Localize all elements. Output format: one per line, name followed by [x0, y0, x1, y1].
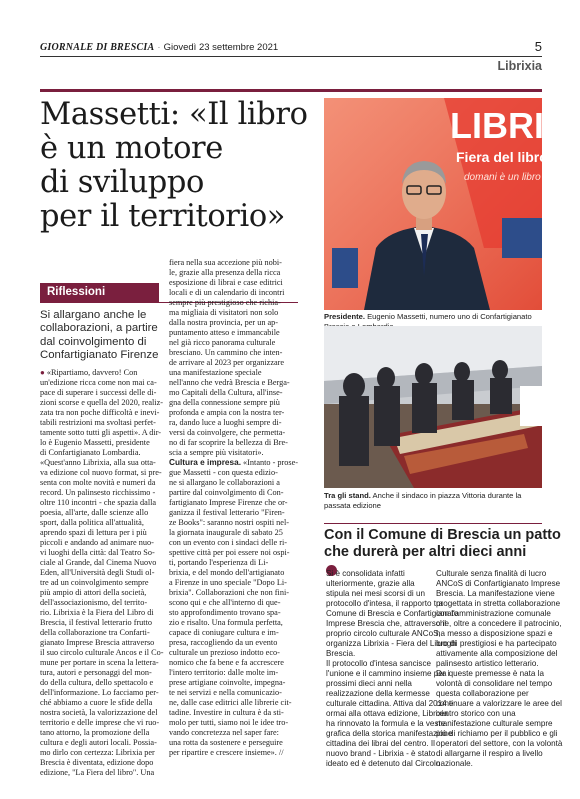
text-line: ti, portando l'esperienza di Li-: [169, 558, 269, 567]
text-line: spettive città per poi essere noi ospi-: [169, 548, 290, 557]
body-column-1: [40, 368, 164, 778]
text-line: partire dal coinvolgimento di Con-: [169, 488, 284, 497]
text-line: piccoli e andando ad animare nuo-: [40, 538, 154, 547]
photo-stands: [324, 326, 542, 488]
text-line: ne, dalle case editrici alle librerie cit-: [169, 698, 292, 707]
text-line: ● «Ripartiamo, davvero! Con: [40, 368, 138, 377]
caption-bold: Tra gli stand.: [324, 491, 371, 500]
caption-stands: [324, 491, 542, 511]
text-line: pace di superare i successi delle di-: [40, 388, 157, 397]
text-line: tadine. Investire in cultura è da sti-: [169, 708, 284, 717]
headline-line: è un motore: [40, 131, 223, 166]
text-line: edizione, "La Fiera del libro". Una: [40, 768, 155, 777]
text-line: gna della connessione sempre più: [169, 398, 280, 407]
text-line: una manifestazione speciale: [169, 368, 262, 377]
text-line: a Firenze in uno speciale "Dopo Li-: [169, 578, 287, 587]
text-line: fiera nella sua accezione più nobi-: [169, 258, 282, 267]
text-line: gue Massetti - con questa edizio-: [169, 468, 278, 477]
newspaper-name: GIORNALE DI BRESCIA: [40, 42, 155, 53]
banner-text: LIBRI: [450, 105, 544, 146]
text-line: con l'amministrazione comunale: [436, 609, 551, 618]
subtitle-line: Confartigianato Firenze: [40, 348, 159, 361]
text-line: ganizza il festival letterario "Firen-: [169, 508, 285, 517]
text-line: di Confartigianato Lombardia.: [40, 448, 141, 457]
text-line: «Quest'anno Librixia, alla sua otta-: [40, 458, 156, 467]
text-line: dalla nostra provincia, per un ap-: [169, 318, 279, 327]
subtitle-line: dal coinvolgimento di: [40, 335, 147, 348]
text-line: cultura e degli autori locali. Possia-: [40, 738, 157, 747]
text-line: stipula nei mesi scorsi di un: [326, 589, 425, 598]
text-line: bresciano. Un cammino che inten-: [169, 348, 283, 357]
caption-text: Anche il sindaco in piazza Vittoria durante la passata edizione: [324, 491, 522, 510]
text-line: mune per portare in scena la lettera-: [40, 658, 159, 667]
text-line: il suo circolo culturale Ancos e il Co-: [40, 648, 164, 657]
text-line: esposizione di librai e case editrici: [169, 278, 283, 287]
box-title: [324, 527, 561, 561]
text-line: ché abbiamo a cuore le sfide della: [40, 698, 153, 707]
issue-date: Giovedì 23 settembre 2021: [163, 42, 279, 53]
text-line: mo Capitali della Cultura, all'inse-: [169, 388, 283, 397]
headline-line: di sviluppo: [40, 165, 205, 200]
text-line: con un evento con i sindaci delle ri-: [169, 538, 287, 547]
caption-bold: Presidente.: [324, 312, 365, 321]
text-line: proprio circolo culturale ANCoS,: [326, 629, 441, 638]
headline-line: per il territorio»: [40, 199, 286, 234]
text-line: cittadina dei librai del centro. Il: [326, 739, 435, 748]
text-line: Culturale senza finalità di lucro: [436, 569, 547, 578]
subtitle-line: Si allargano anche le: [40, 309, 147, 321]
text-line: scono qui e che all'interno di que-: [169, 598, 281, 607]
text-line: zioni scorse e quella del 2020, realiz-: [40, 398, 164, 407]
text-line: l'unione e il cammino insieme per i: [326, 669, 450, 678]
section-name: Librixia: [497, 59, 542, 73]
text-line: profonda e ampia con la nostra ter-: [169, 408, 285, 417]
text-line: ne si allargano le collaborazioni a: [169, 478, 280, 487]
text-line: progettata in stretta collaborazione: [436, 599, 561, 608]
text-line: la giornata inaugurale di sabato 25: [169, 528, 283, 537]
text-line: ra, dando luce a luoghi sempre di-: [169, 418, 282, 427]
text-line: oltre 110 incontri - che spazia dalla: [40, 498, 157, 507]
text-line: operatori del settore, con la volontà: [436, 739, 563, 748]
text-line: luoghi prestigiosi e ha partecipato: [436, 639, 557, 648]
body-column-2: [169, 258, 299, 758]
text-line: l'intero territorio: dalle molte im-: [169, 668, 279, 677]
text-line: capace di coniugare cultura e im-: [169, 628, 279, 637]
box-title-line: Con il Comune di Brescia un patto: [324, 527, 561, 543]
text-line: organizza Librixia - Fiera del Libro di: [326, 639, 457, 648]
text-line: versi da coinvolgere, che permetta-: [169, 428, 286, 437]
text-line: prese artigiane coinvolte, impegna-: [169, 678, 286, 687]
text-line: Brescia. La manifestazione viene: [436, 589, 555, 598]
text-line: nostra società, la valorizzazione del: [40, 708, 158, 717]
text-line: ANCoS di Confartigianato Imprese: [436, 579, 561, 588]
section-rule: [40, 89, 542, 92]
text-line: te nei servizi e nella comunicazio-: [169, 688, 282, 697]
text-line: le, grazie alla presenza della ricca: [169, 268, 281, 277]
page-number: 5: [534, 39, 542, 54]
box-column-2: [436, 569, 563, 769]
text-line: ciale al Grande, dal Cinema Nuovo: [40, 558, 157, 567]
text-line: Brescia.: [326, 649, 356, 658]
text-line: de arrivare al 2023 per organizzare: [169, 358, 285, 367]
text-line: nell'anno che vedrà Brescia e Berga-: [169, 378, 290, 387]
text-line: attivamente alla composizione del: [436, 649, 558, 658]
text-line: rio. Librixia è la Fiera del Libro di: [40, 608, 154, 617]
text-line: protocollo d'intesa, il rapporto tra: [326, 599, 444, 608]
text-line: no di far scoprire la bellezza di Bre-: [169, 438, 288, 447]
text-line: della collaborazione tra Confarti-: [40, 628, 150, 637]
text-line: questa collaborazione per: [436, 689, 529, 698]
text-line: culturale un prezioso indotto eco-: [169, 648, 280, 657]
text-line: più ampio di attori della società,: [40, 588, 147, 597]
headline-line: Massetti: «Il libro: [40, 97, 308, 132]
text-line: puntamento atteso e immancabile: [169, 328, 280, 337]
text-line: ha rinnovato la formula e la veste: [326, 719, 446, 728]
text-line: molo per tutti, siamo noi le idee tro-: [169, 718, 289, 727]
text-line: ma migliaia di visitatori non solo: [169, 308, 279, 317]
text-line: va edizione col nuovo format, si pre-: [40, 468, 162, 477]
text-line: dell'informazione. Lo facciamo per-: [40, 688, 159, 697]
rubric-badge: Riflessioni: [40, 283, 159, 302]
text-line: ideato ed è detenuto dal Circolo: [326, 759, 441, 768]
text-line: aprendo spazi di lettura per i più: [40, 528, 147, 537]
box-title-line: che durerà per altri dieci anni: [324, 544, 527, 560]
text-line: do della cultura, dello spettacolo e: [40, 678, 154, 687]
text-line: che, oltre a concedere il patrocinio,: [436, 619, 562, 628]
text-line: Eden, all'Università degli Studi ol-: [40, 568, 155, 577]
text-line: sto approfondimento trovano spa-: [169, 608, 281, 617]
text-line: brixia, e del mondo dell'artigianato: [169, 568, 285, 577]
photo-president: [324, 98, 568, 310]
text-line: sempre più prestigioso che richia-: [169, 298, 281, 307]
text-line: vi luoghi della città: dal Teatro So-: [40, 548, 155, 557]
text-line: presa, raccogliendo da un evento: [169, 638, 278, 647]
banner-text-2: Fiera del libro 20: [456, 149, 568, 165]
text-line: Imprese Brescia che, attraverso il: [326, 619, 447, 628]
text-line: record. Un palinsesto ricchissimo -: [40, 488, 156, 497]
text-line: territorio e delle imprese che vi ruo-: [40, 718, 160, 727]
banner-text-3: domani è un libro: [464, 172, 541, 183]
text-line: ulteriormente, grazie alla: [326, 579, 415, 588]
text-line: fartigianato Imprese Firenze che or-: [169, 498, 288, 507]
text-line: continuare a valorizzare le aree del: [436, 699, 562, 708]
text-line: nomico che fa bene e fa accrescere: [169, 658, 284, 667]
text-line: di allargarne il respiro a livello: [436, 749, 543, 758]
text-line: nel già ricco panorama culturale: [169, 338, 276, 347]
text-line: poesia, all'arte, dalle scienze allo: [40, 508, 149, 517]
text-line: Brescia, il festival letterario frutto: [40, 618, 153, 627]
text-line: Brescia è diventata, edizione dopo: [40, 758, 154, 767]
text-line: una rotta da sostenere e perseguire: [169, 738, 283, 747]
text-line: mo dirlo con certezza: Librixia per: [40, 748, 155, 757]
text-line: ormai alla ottava edizione, Librixia: [326, 709, 448, 718]
text-line: per ripartire e crescere insieme». //: [169, 748, 284, 757]
text-line: sport, dalla politica all'attualità,: [40, 518, 144, 527]
text-line: tamente sotto tutti gli aspetti». A dir-: [40, 428, 162, 437]
text-line: Il protocollo d'intesa sancisce: [326, 659, 432, 668]
text-line: ze Books": saranno nostri ospiti nel-: [169, 518, 289, 527]
text-line: locali e di un calendario di incontri: [169, 288, 285, 297]
text-line: nuovo brand - Librixia - è stato: [326, 749, 436, 758]
subtitle-line: collaborazioni, a partire: [40, 322, 158, 335]
box-rule: [324, 523, 542, 524]
text-line: senta con molte novità e numeri da: [40, 478, 156, 487]
text-line: zio e risalto. Una formula perfetta,: [169, 618, 283, 627]
text-line: zata tra non poche difficoltà e inevi-: [40, 408, 160, 417]
text-line: tano attorno, la promozione della: [40, 728, 150, 737]
caption-text: Eugenio Massetti, numero uno di Confartigianato: [367, 312, 532, 321]
text-line: ha messo a disposizione spazi e: [436, 629, 553, 638]
header-rule: [40, 56, 542, 57]
text-line: palinsesto artistico letterario.: [436, 659, 539, 668]
page-header: [40, 39, 542, 56]
text-line: tura, autori e personaggi del mon-: [40, 668, 152, 677]
text-line: centro storico con una: [436, 709, 516, 718]
text-line: brixia". Collaborazioni che non fini-: [169, 588, 289, 597]
text-line: prossimi dieci anni nella: [326, 679, 412, 688]
headline: [40, 97, 308, 234]
text-line: vando concretezza nel saper fare:: [169, 728, 279, 737]
text-line: volontà di consolidare nel tempo: [436, 679, 553, 688]
text-line: Da queste premesse è nata la: [436, 669, 544, 678]
text-line: Comune di Brescia e Confartigianato: [326, 609, 459, 618]
text-line: realizzazione della kermesse: [326, 689, 430, 698]
photo-president-illustration: [324, 98, 568, 310]
text-line: un'edizione ricca come non mai ca-: [40, 378, 157, 387]
photo-stands-illustration: [324, 326, 542, 488]
text-line: scia a sempre più visitatori».: [169, 448, 264, 457]
text-line: gianato Imprese Brescia attraverso: [40, 638, 155, 647]
text-line: dell'associazionismo, del territo-: [40, 598, 148, 607]
text-line: Si è consolidata infatti: [326, 569, 405, 578]
text-line: lo è Eugenio Massetti, presidente: [40, 438, 150, 447]
text-line: tre ad un coinvolgimento sempre: [40, 578, 149, 587]
text-line: Cultura e impresa. «Intanto - prose-: [169, 458, 299, 467]
text-line: nazionale.: [436, 759, 473, 768]
header-separator: ·: [157, 42, 161, 53]
text-line: tabili restrizioni ma svoltasi perfet-: [40, 418, 156, 427]
text-line: manifestazione culturale sempre: [436, 719, 553, 728]
text-line: grafica della storica manifestazione: [326, 729, 453, 738]
text-line: culturale cittadina. Attiva dal 2014 e: [326, 699, 454, 708]
text-line: più di richiamo per il pubblico e gli: [436, 729, 558, 738]
